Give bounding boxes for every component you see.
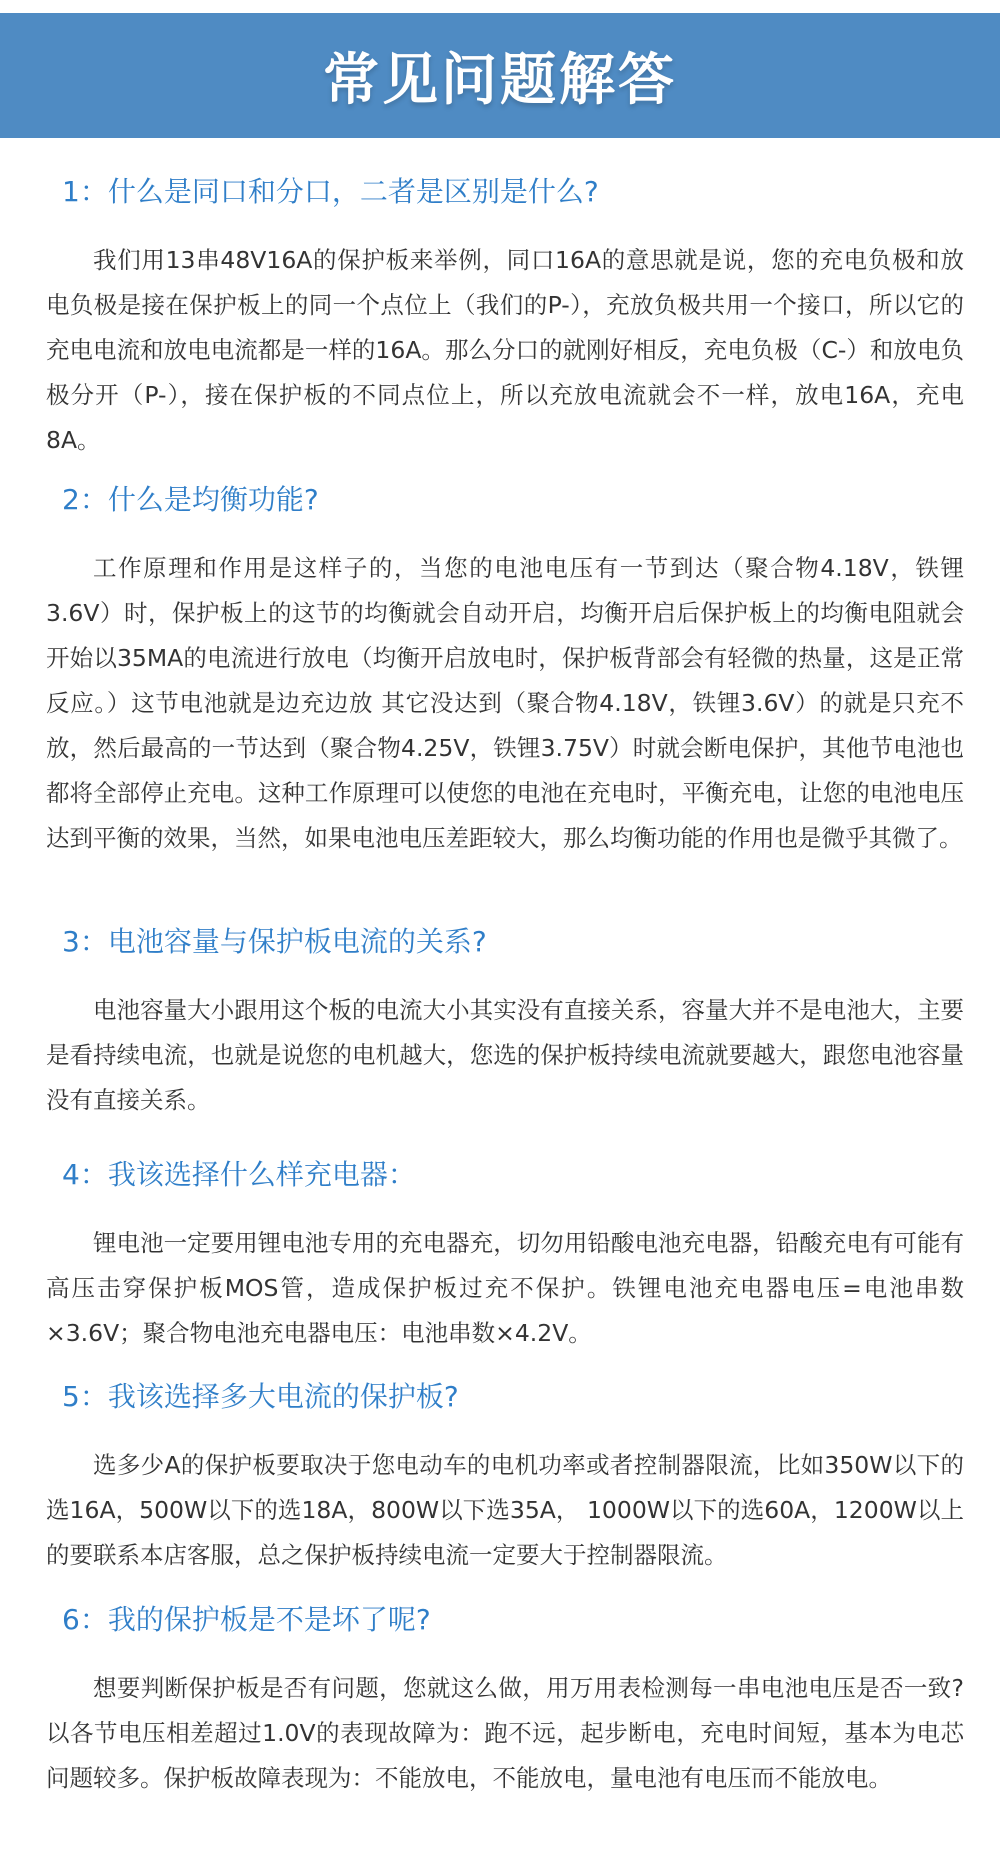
faq-answer-1: 我们用13串48V16A的保护板来举例，同口16A的意思就是说，您的充电负极和放电负极是接在保护板上的同一个点位上（我们的P-），充放负极共用一个接口，所以它的充电电流和放电电流都是一样的16A。那么分口的就刚好相反，充电负极（C-）和放电负极分开（P-），接在保护板的不同点位上，所以充放电流就会不一样，放电16A，充电8A。 <box>46 246 964 454</box>
faq-question-2: 2：什么是均衡功能? <box>62 483 319 516</box>
faq-item-2 <box>46 480 964 861</box>
faq-question-6: 6：我的保护板是不是坏了呢? <box>62 1603 431 1636</box>
faq-answer-4: 锂电池一定要用锂电池专用的充电器充，切勿用铅酸电池充电器，铅酸充电有可能有高压击穿保护板MOS管，造成保护板过充不保护。铁锂电池充电器电压=电池串数×3.6V；聚合物电池充电器电压：电池串数×4.2V。 <box>46 1229 964 1347</box>
faq-question-3: 3：电池容量与保护板电流的关系? <box>62 925 487 958</box>
faq-answer-6: 想要判断保护板是否有问题，您就这么做，用万用表检测每一串电池电压是否一致? 以各节电压相差超过1.0V的表现故障为：跑不远，起步断电，充电时间短，基本为电芯问题较多。保护板故障表现为：不能放电，不能放电，量电池有电压而不能放电。 <box>46 1674 964 1792</box>
header-banner <box>0 13 1000 138</box>
faq-item-1 <box>46 172 964 463</box>
faq-item-5 <box>46 1377 964 1578</box>
faq-answer-2: 工作原理和作用是这样子的，当您的电池电压有一节到达（聚合物4.18V，铁锂3.6V）时，保护板上的这节的均衡就会自动开启，均衡开启后保护板上的均衡电阻就会开始以35MA的电流进行放电（均衡开启放电时，保护板背部会有轻微的热量，这是正常反应。）这节电池就是边充边放 其它没达到（聚合物4.18V，铁锂3.6V）的就是只充不放，然后最高的一节达到（聚合物4.25V，铁锂3.75V）时就会断电保护，其他节电池也都将全部停止充电。这种工作原理可以使您的电池在充电时，平衡充电，让您的电池电压达到平衡的效果，当然，如果电池电压差距较大，那么均衡功能的作用也是微乎其微了。 <box>46 554 964 852</box>
page-title: 常见问题解答 <box>323 47 677 113</box>
faq-question-4: 4：我该选择什么样充电器： <box>62 1158 416 1191</box>
faq-answer-5: 选多少A的保护板要取决于您电动车的电机功率或者控制器限流，比如350W以下的选16A，500W以下的选18A，800W以下选35A， 1000W以下的选60A，1200W以上的要联系本店客服，总之保护板持续电流一定要大于控制器限流。 <box>46 1451 964 1569</box>
faq-item-6 <box>46 1600 964 1801</box>
faq-item-4 <box>46 1155 964 1356</box>
faq-question-1: 1：什么是同口和分口，二者是区别是什么? <box>62 175 599 208</box>
faq-item-3 <box>46 922 964 1123</box>
faq-question-5: 5：我该选择多大电流的保护板? <box>62 1380 459 1413</box>
faq-answer-3: 电池容量大小跟用这个板的电流大小其实没有直接关系，容量大并不是电池大，主要是看持续电流，也就是说您的电机越大，您选的保护板持续电流就要越大，跟您电池容量没有直接关系。 <box>46 996 964 1114</box>
